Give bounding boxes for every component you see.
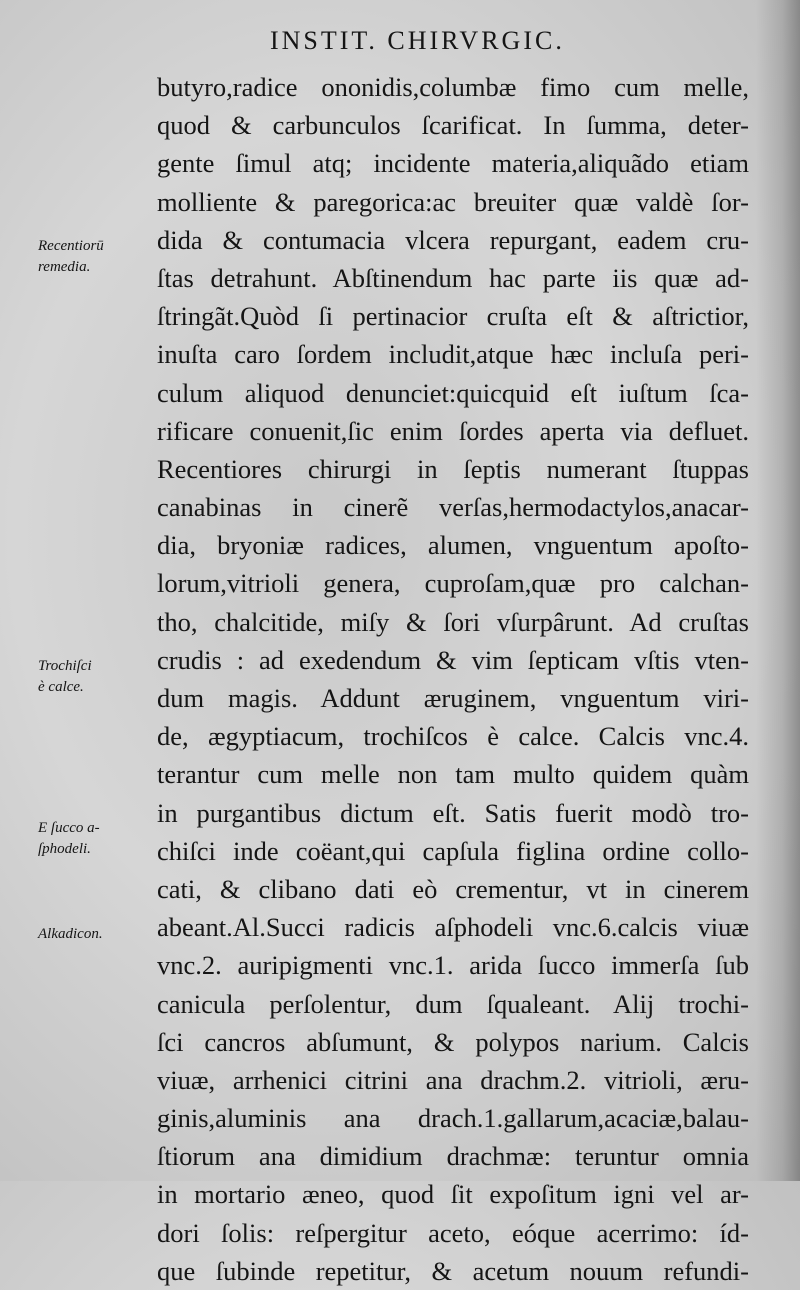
text-line: cati, & clibano dati eò crementur, vt in cinerem (157, 873, 749, 904)
margin-note-line: Recentiorū (38, 238, 104, 254)
text-line: terantur cum melle non tam multo quidem quàm (157, 759, 749, 790)
running-header: INSTIT. CHIRVRGIC. (270, 26, 565, 55)
text-line: ginis,aluminis ana drach.1.gallarum,acaciæ,balau- (157, 1103, 749, 1134)
text-line: quod & carbunculos ſcarificat. In ſumma, deter- (157, 110, 749, 141)
text-line: culum aliquod denunciet:quicquid eſt iuſtum ſca- (157, 377, 749, 408)
margin-note-alkadicon (38, 924, 154, 945)
text-line: abeant.Al.Succi radicis aſphodeli vnc.6.calcis viuæ (157, 912, 749, 943)
text-line: chiſci inde coëant,qui capſula figlina ordine collo- (157, 835, 749, 866)
text-line: Recentiores chirurgi in ſeptis numerant ſtuppas (157, 453, 749, 484)
text-line: in mortario æneo, quod ſit expoſitum igni vel ar- (157, 1179, 749, 1210)
text-line: dida & contumacia vlcera repurgant, eadem cru- (157, 224, 749, 255)
page-edge-shadow (756, 0, 800, 1181)
text-line: ſci cancros abſumunt, & polypos narium. Calcis (157, 1026, 749, 1057)
text-line: canabinas in cinerẽ verſas,hermodactylos,anacar- (157, 492, 749, 523)
margin-note-line: Trochiſci (38, 658, 92, 674)
text-line: molliente & paregorica:ac breuiter quæ valdè ſor- (157, 186, 749, 217)
text-line: rificare conuenit,ſic enim ſordes aperta via defluet. (157, 415, 749, 446)
text-line: butyro,radice ononidis,columbæ fimo cum melle, (157, 72, 749, 102)
margin-note-line: è calce. (38, 679, 84, 695)
margin-note-succo-asphodeli (38, 818, 154, 860)
text-line: de, ægyptiacum, trochiſcos è calce. Calcis vnc.4. (157, 721, 749, 752)
text-line: ſtiorum ana dimidium drachmæ: teruntur omnia (157, 1141, 749, 1172)
text-line: dum magis. Addunt æruginem, vnguentum viri- (157, 683, 749, 713)
text-line: ſtas detrahunt. Abſtinendum hac parte iis quæ ad- (157, 262, 749, 293)
text-line: in purgantibus dictum eſt. Satis fuerit modò tro- (157, 797, 749, 828)
margin-note-line: remedia. (38, 259, 91, 275)
text-line: canicula perſolentur, dum ſqualeant. Alij trochi- (157, 988, 749, 1019)
body-text (157, 68, 749, 1290)
text-line: vnc.2. auripigmenti vnc.1. arida ſucco immerſa ſub (157, 950, 749, 981)
margin-note-trochisci (38, 656, 154, 698)
text-line: dori ſolis: reſpergitur aceto, eóque acerrimo: íd- (157, 1217, 749, 1248)
text-line: viuæ, arrhenici citrini ana drachm.2. vitrioli, æru- (157, 1064, 749, 1095)
text-line: que ſubinde repetitur, & acetum nouum refundi- (157, 1255, 749, 1286)
margin-note-line: E ſucco a- (38, 820, 100, 836)
margin-note-line: ſphodeli. (38, 841, 91, 857)
text-line: crudis : ad exedendum & vim ſepticam vſtis vten- (157, 644, 749, 675)
text-line: inuſta caro ſordem includit,atque hæc incluſa peri- (157, 339, 749, 370)
margin-note-recentiorum (38, 236, 154, 278)
text-line: gente ſimul atq; incidente materia,aliquãdo etiam (157, 148, 749, 179)
margin-note-line: Alkadicon. (38, 926, 103, 942)
text-line: tho, chalcitide, miſy & ſori vſurpârunt. Ad cruſtas (157, 606, 749, 637)
text-line: ſtringãt.Quòd ſi pertinacior cruſta eſt & aſtrictior, (157, 301, 749, 332)
text-line: dia, bryoniæ radices, alumen, vnguentum apoſto- (157, 530, 749, 561)
text-line: lorum,vitrioli genera, cuproſam,quæ pro calchan- (157, 568, 749, 599)
